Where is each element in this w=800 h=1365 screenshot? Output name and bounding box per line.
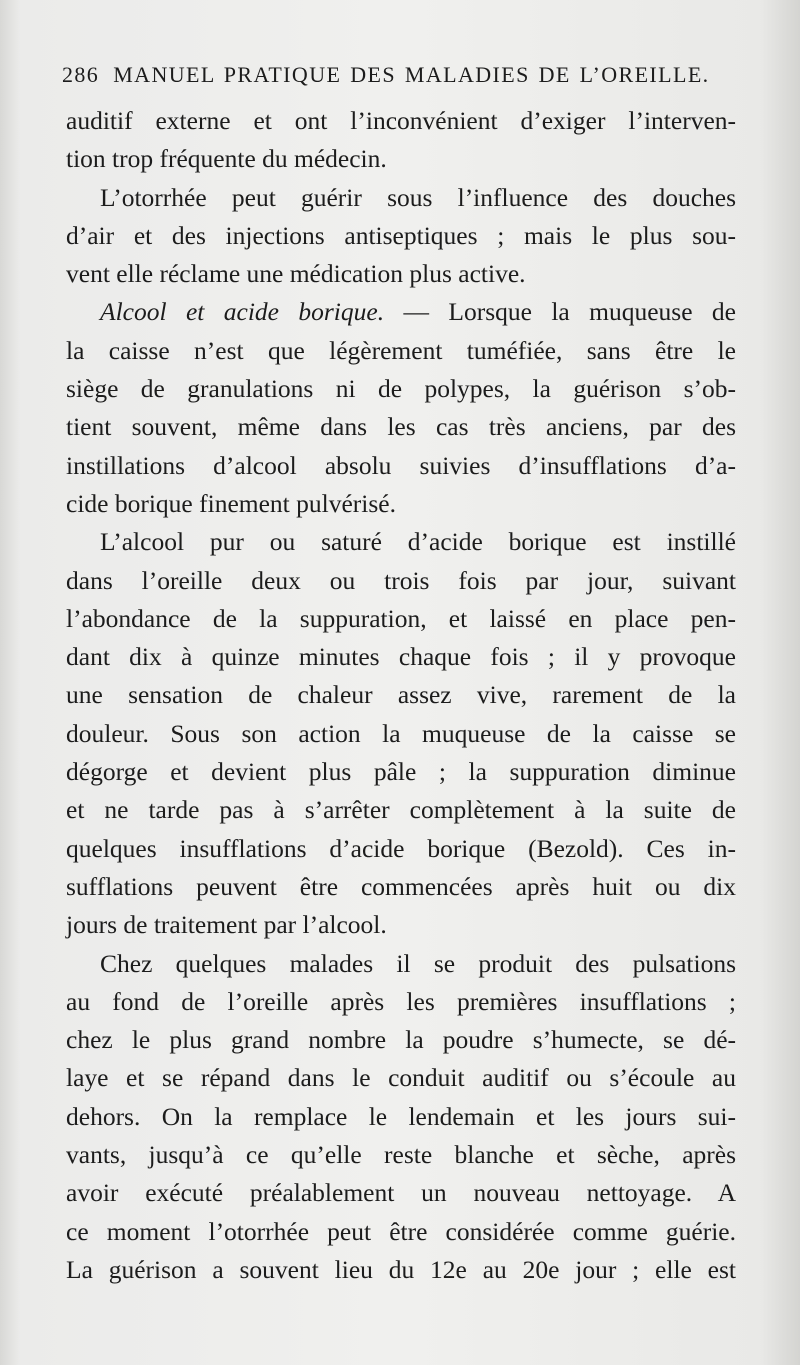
text-line: ce moment l’otorrhée peut être considérée comme guérie. xyxy=(66,1216,736,1246)
text-line: jours de traitement par l’alcool. xyxy=(66,910,387,940)
running-head xyxy=(62,62,722,96)
text-line: L’alcool pur ou saturé d’acide borique est instillé xyxy=(100,527,736,557)
text-line: avoir exécuté préalablement un nouveau nettoyage. A xyxy=(66,1178,736,1208)
text-line: Chez quelques malades il se produit des pulsations xyxy=(100,948,736,978)
text-line: quelques insufflations d’acide borique (Bezold). Ces in- xyxy=(66,833,736,863)
text-line: vants, jusqu’à ce qu’elle reste blanche et sèche, après xyxy=(66,1140,736,1170)
text-line: dehors. On la remplace le lendemain et les jours sui- xyxy=(66,1101,736,1131)
text-line: l’abondance de la suppuration, et laissé en place pen- xyxy=(66,603,736,633)
text-line: auditif externe et ont l’inconvénient d’exiger l’interven- xyxy=(66,106,736,135)
body-text xyxy=(66,102,736,1289)
text-line: L’otorrhée peut guérir sous l’influence des douches xyxy=(100,182,736,212)
text-line: sufflations peuvent être commencées après huit ou dix xyxy=(66,871,736,901)
text-line: chez le plus grand nombre la poudre s’humecte, se dé- xyxy=(66,1025,736,1055)
text-line: et ne tarde pas à s’arrêter complètement à la suite de xyxy=(66,795,736,825)
text-line: la caisse n’est que légèrement tuméfiée, sans être le xyxy=(66,335,736,365)
text-run: — Lorsque la muqueuse de xyxy=(384,297,737,327)
text-line: instillations d’alcool absolu suivies d’insufflations d’a- xyxy=(66,450,736,480)
text-line: vent elle réclame une médication plus active. xyxy=(66,259,526,289)
text-line: tient souvent, même dans les cas très anciens, par des xyxy=(66,412,736,442)
section-heading: Alcool et acide borique. xyxy=(100,297,385,327)
page-number: 286 xyxy=(62,62,100,87)
text-line: d’air et des injections antiseptiques ; mais le plus sou- xyxy=(66,220,736,250)
text-line: dégorge et devient plus pâle ; la suppuration diminue xyxy=(66,757,736,787)
running-title: MANUEL PRATIQUE DES MALADIES DE L’OREILLE. xyxy=(113,62,710,87)
text-line: La guérison a souvent lieu du 12e au 20e jour ; elle est xyxy=(66,1254,736,1284)
text-line: dant dix à quinze minutes chaque fois ; il y provoque xyxy=(66,642,736,672)
text-line: siège de granulations ni de polypes, la guérison s’ob- xyxy=(66,374,736,404)
text-line: dans l’oreille deux ou trois fois par jour, suivant xyxy=(66,565,736,595)
text-line: cide borique finement pulvérisé. xyxy=(66,488,396,518)
text-line: laye et se répand dans le conduit auditif ou s’écoule au xyxy=(66,1063,736,1093)
text-line: une sensation de chaleur assez vive, rarement de la xyxy=(66,680,736,710)
text-line xyxy=(66,293,736,331)
text-line: douleur. Sous son action la muqueuse de la caisse se xyxy=(66,718,736,748)
text-line: tion trop fréquente du médecin. xyxy=(66,144,387,174)
text-line: au fond de l’oreille après les premières insufflations ; xyxy=(66,986,736,1016)
